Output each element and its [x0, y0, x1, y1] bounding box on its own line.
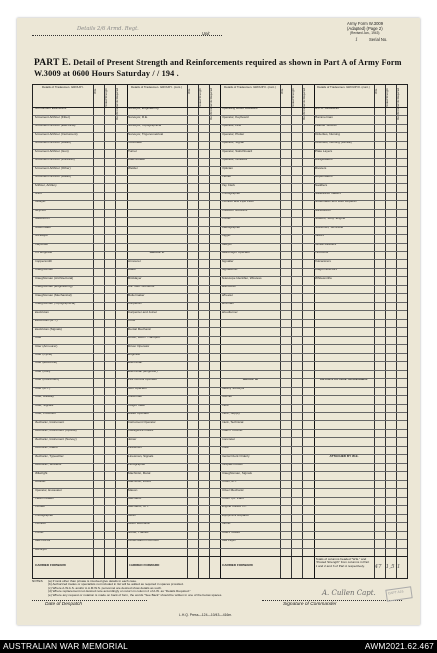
table-row-label: Butcher [221, 395, 233, 399]
table-row-label: Linesman [128, 446, 142, 450]
table-row-label: Leather Stitcher [315, 124, 337, 128]
column-header-details: Details of Tradesmen. GROUP III. (cont.) [317, 85, 370, 89]
row-divider [33, 192, 407, 193]
row-divider [33, 200, 407, 201]
table-row-label: Clerk, Supply [221, 412, 240, 416]
archive-id: AWM2021.62.467 [364, 641, 434, 651]
table-row-label: Operator, Keyboard [221, 115, 249, 119]
row-divider [33, 454, 407, 455]
table-row-label: GROUP III. [242, 378, 259, 382]
column-divider [302, 85, 303, 578]
table-row-label: Fitter [34, 336, 42, 340]
table-row-label: Mechanic, Instrument (Optical) [34, 429, 77, 433]
table-row-label: Armament Artificer (Electrical) [34, 124, 76, 128]
table-row-label: Draughtsman (Engineering) [34, 285, 73, 289]
table-row-label: Rigger [221, 234, 231, 238]
table-row-label: Ropemakers [315, 175, 333, 179]
column-header-details: Details of Tradesmen. GROUP I. [42, 85, 84, 89]
table-row-label: Plumber [34, 522, 47, 526]
table-row-label: Driver Mechanic [221, 488, 244, 492]
column-header-posted: Posted Strength [384, 88, 389, 109]
table-row-label: Welder [128, 166, 138, 170]
table-row-label: Artificer, Artillery [34, 183, 57, 187]
row-divider [33, 387, 407, 388]
table-row-label: Draughtsman (Architectural) [34, 276, 74, 280]
handwritten-total-reinf: 1 [396, 564, 401, 570]
table-row-label: Fitter, Precision [34, 412, 56, 416]
table-row-label: Electrician (Engineer) [128, 369, 158, 373]
row-divider [33, 124, 407, 125]
table-row-label: Intelligence Duties [128, 429, 154, 433]
table-row-label: Clerk [221, 403, 229, 407]
table-row-label: Driver, M.T. [221, 480, 238, 484]
form-number: Army Form W.3009 [347, 21, 384, 26]
table-row-label: Artist [34, 192, 42, 196]
table-row-label: Armament Artificer (Other) [34, 166, 71, 170]
commander-signature: A. Cullen Capt. [322, 589, 376, 597]
row-divider [33, 251, 407, 252]
row-divider [33, 141, 407, 142]
form-adapted: (Adapted) (Page 2) [347, 26, 383, 31]
table-row-label: Woodturner [221, 310, 238, 314]
column-divider [291, 85, 292, 578]
table-row-label: Dental Clerk Orderly [221, 454, 250, 458]
row-divider [33, 107, 407, 108]
row-divider [33, 234, 407, 235]
table-row-label: Despatch Rider [221, 463, 243, 467]
row-divider [33, 463, 407, 464]
table-row-label: Fitters' Mates [221, 530, 240, 534]
row-divider [33, 276, 407, 277]
row-divider [33, 132, 407, 133]
row-divider [33, 310, 407, 311]
table-row-label: Armament Artificer (Wireless) [34, 158, 75, 162]
table-row-label: Equipment Repairer [221, 513, 250, 517]
date-of-despatch-line [32, 600, 147, 601]
table-row-label: Coppersmith [34, 259, 53, 263]
table-row-label: Operator, Line [221, 124, 242, 128]
table-row-label: Assayer [34, 200, 46, 204]
row-divider [33, 404, 407, 405]
column-header-reinf: Reinforcements Required [115, 88, 120, 120]
column-header-we: W.E. [186, 88, 191, 94]
table-row-label: Operator, Plotter [221, 132, 245, 136]
notes-lines [48, 580, 222, 597]
table-row-label: ATTACHED BY W.E. [329, 454, 359, 458]
table-row-label: Toolmaker [128, 141, 143, 145]
table-row-label: Gas Layer [221, 539, 236, 543]
table-row-label: Dental Mechanic [128, 327, 152, 331]
table-row-label: Surveyor, Engineering [128, 107, 159, 111]
table-row-label: Signaller [221, 259, 234, 263]
table-row-label: Fitter (Gun) [34, 369, 51, 373]
table-row-label: Textile Refitters [315, 242, 337, 246]
note-line: (e) Where any request or notation is made on back of form, the words "See Back" should be written in one of the below spaces. [48, 592, 223, 597]
column-header-reinf: Reinforcements Required [395, 88, 400, 120]
table-row-label: Saddlers [315, 183, 328, 187]
table-row-label: Storeman, Technical [315, 225, 343, 229]
row-divider [33, 183, 407, 184]
table-row-label: Armourer [128, 259, 141, 263]
table-row-label: Wall Borer [221, 285, 236, 289]
table-row-label: Armament Artificer (Fitter) [34, 115, 70, 119]
row-divider [33, 327, 407, 328]
table-row-label: Bicyclist [34, 208, 46, 212]
row-divider [33, 158, 407, 159]
table-row-label: Fitter (M.T.) [34, 386, 51, 390]
table-row-label: Electrician [34, 310, 49, 314]
table-row-label: Clk. Gen. Accounts [128, 285, 155, 289]
table-row-label: Wireman [221, 302, 234, 306]
table-row-label: DETAILS OF NON-TRADESMEN. [320, 378, 368, 382]
table-row-label: Boilermaker [128, 293, 145, 297]
table-row-label: Ammunition Examiners [34, 107, 67, 111]
table-row-label: Orderlies, Nursing (Dental) [315, 141, 352, 145]
table-row-label: Surveyor, Topographical [128, 124, 162, 128]
column-divider [280, 85, 281, 578]
row-divider [33, 226, 407, 227]
note-line: (a) If rank other than private is involved give details in each case. [48, 579, 137, 583]
table-row-label: Cook [128, 319, 136, 323]
carried-forward-label: CARRIED FORWARD [222, 564, 253, 567]
row-divider [33, 429, 407, 430]
table-row-label: Operator, Wireless [221, 158, 248, 162]
table-row-label: Whitesmiths [315, 276, 332, 280]
table-row-label: Draughtsman (Mechanical) [34, 293, 72, 297]
row-divider [33, 505, 407, 506]
table-row-label: Blacksmith [34, 217, 50, 221]
table-row-label: Gun Operator [128, 386, 147, 390]
table-row-label: Driver, Mech. Transport [128, 336, 161, 340]
table-row-label: Moulder [34, 480, 46, 484]
unit-label: Unit [202, 31, 210, 36]
table-row-label: Bricklayer [128, 276, 142, 280]
row-divider [33, 336, 407, 337]
row-divider [33, 344, 407, 345]
table-row-label: Mechanic, Typewriter [34, 454, 64, 458]
handwritten-total-posted: 1,5 [385, 564, 395, 570]
handwritten-unit-note: Details 2/6 Armd. Regt. [77, 26, 139, 32]
row-divider [33, 522, 407, 523]
row-divider [33, 395, 407, 396]
table-row-label: Photographer [34, 513, 54, 517]
note-line: (c) Where A.W.A.S. and/or A.A.M.W.S. personnel are desired show details as such. [48, 585, 162, 590]
column-divider [115, 85, 116, 578]
table-row-label: Armament Artificer (Instrument) [34, 132, 78, 136]
row-divider [33, 268, 407, 269]
table-row-label: Bricklayer [34, 234, 49, 238]
title-date-blank: / / 194 . [152, 68, 179, 78]
table-row-label: Radio Operator [128, 412, 150, 416]
row-divider [33, 531, 407, 532]
serial-label: Serial No. [369, 37, 388, 42]
table-row-label: Pattern Maker [34, 496, 54, 500]
table-row-label: Pioneer [34, 505, 46, 509]
table-row-label: Height Taker [128, 403, 146, 407]
table-row-label: Mason [128, 488, 138, 492]
date-of-despatch-label: Date of Despatch [45, 602, 83, 607]
table-row-label: Surveyor [34, 547, 47, 551]
table-row-label: Draughtsman, Signals [221, 471, 252, 475]
column-header-reinf: Reinforcements Required [302, 88, 307, 120]
row-divider [33, 539, 407, 540]
table-row-label: Operator, Signal [221, 141, 244, 145]
form-title [34, 58, 406, 79]
stamp: CAPT A16 [385, 586, 412, 602]
table-row-label: Battery Surveyor [221, 386, 245, 390]
table-row-label: Telescope Identifier, Wireless [221, 276, 262, 280]
table-row-label: Plate Layers [315, 149, 333, 153]
row-divider [33, 319, 407, 320]
table-row-label: Shoemaker and Boot Repairer [315, 200, 357, 204]
table-row-label: Concreter [221, 437, 236, 441]
row-divider [33, 480, 407, 481]
signature-of-commander-label: Signature of Commander [283, 602, 337, 607]
row-divider [33, 353, 407, 354]
table-row-label: G.P.O. Assistants [315, 107, 339, 111]
row-divider [33, 548, 407, 549]
table-row-label: Printer [221, 217, 231, 221]
table-row-label: Machinist, Wood [128, 480, 151, 484]
table-row-label: Surveyor, R.E. [128, 115, 148, 119]
table-row-label: Tinsmiths [315, 251, 329, 255]
table-row-label: Electrician [128, 361, 143, 365]
table-row-label: Tailors [315, 234, 324, 238]
row-divider [33, 471, 407, 472]
row-divider [33, 514, 407, 515]
column-divider [93, 85, 94, 578]
notes-label: NOTES [32, 579, 43, 583]
column-divider [374, 85, 375, 578]
table-row-label: Stevedores [315, 208, 331, 212]
table-row-label: Radiographer [221, 225, 241, 229]
column-header-posted: Posted Strength [291, 88, 296, 109]
table-row-label: Photographer [221, 192, 241, 196]
row-divider [33, 285, 407, 286]
column-header-we: W.E. [93, 88, 97, 94]
row-divider [33, 488, 407, 489]
table-row-label: Fitter (Instrument) [34, 378, 60, 382]
table-row-label: Hammerman [315, 115, 333, 119]
table-row-label: Printer [34, 530, 44, 534]
print-line: L.H.Q. Press—124—10/43—416m. [179, 613, 233, 617]
table-row-label: Clerk, Technical [221, 420, 244, 424]
form-revised: (Revised Jan., 1943) [350, 31, 380, 35]
table-row-label: Carpenter [34, 242, 49, 246]
column-divider [396, 85, 397, 578]
table-row-label: Armament Artificer (Gun) [34, 149, 69, 153]
table-row-label: Fitter, Signals [34, 403, 54, 407]
table-row-label: Signalwriter [221, 268, 238, 272]
column-header-posted: Posted Strength [197, 88, 202, 109]
commander-signature-line [262, 600, 402, 601]
row-divider [33, 115, 407, 116]
column-header-details: Details of Tradesmen. GROUP II. (cont.) [224, 85, 276, 89]
table-row-label: Electrician (Signals) [34, 327, 62, 331]
table-row-label: Searchlight Operator [221, 251, 251, 255]
row-divider [33, 302, 407, 303]
form-page [17, 18, 420, 625]
table-row-label: Watchmaker [128, 158, 146, 162]
table-row-label: Mechanic, Wireless [34, 463, 62, 467]
table-row-label: Baker [128, 268, 137, 272]
unit-line [32, 35, 222, 36]
serial-value: 1 [355, 37, 359, 43]
carried-forward-label: CARRIED FORWARD [35, 564, 66, 567]
table-row-label: Miner [128, 513, 136, 517]
table-row-label: Sawyer [221, 242, 232, 246]
carried-forward-label: CARRIED FORWARD [128, 564, 160, 567]
table-row-label: Driver Tpt. Plant [221, 496, 244, 500]
table-row-label: Fitter (Electrical) [34, 361, 58, 365]
table-row-label: Armament Artificer (Radio) [34, 175, 71, 179]
title-part: PART E. [34, 58, 71, 68]
table-row-label: Saddletree makers [315, 192, 341, 196]
strength-table [32, 84, 408, 579]
column-header-we: W.E. [373, 88, 378, 94]
column-header-details: Details of Tradesmen. GROUP I. (cont.) [131, 85, 182, 89]
row-divider [33, 259, 407, 260]
row-divider [33, 412, 407, 413]
archive-name: AUSTRALIAN WAR MEMORIAL [3, 641, 129, 651]
table-row-label: Farrier [221, 522, 231, 526]
row-divider [33, 420, 407, 421]
table-row-label: Predictor Numbers [221, 208, 248, 212]
table-row-label: Operating Room Assistant [221, 107, 258, 111]
table-row-label: Engine Hands I.C. [221, 505, 247, 509]
row-divider [33, 166, 407, 167]
table-row-label: Lithographer [128, 463, 146, 467]
row-divider [33, 370, 407, 371]
table-row-label: Fitter (Armourer) [34, 344, 58, 348]
title-text: Detail of Present Strength and Reinforcements required as shown in Part A of Army Form W.3009 at 0600 Hours Saturday [34, 58, 402, 78]
table-row-label: Wagon Erectors [315, 268, 338, 272]
table-row-label: Orderlies, Nursing [315, 132, 340, 136]
table-row-label: Saw Doctor [34, 539, 51, 543]
row-divider [33, 497, 407, 498]
column-divider [104, 85, 105, 578]
table-row-label: Optician [221, 166, 233, 170]
row-divider [33, 217, 407, 218]
row-divider [33, 361, 407, 362]
table-row-label: Operator, Switchboard [221, 149, 253, 153]
table-row-label: Mechanic, Instrument [34, 420, 65, 424]
table-row-label: Operator, Excavator [34, 488, 63, 492]
table-row-label: Stokers, Stoly. Engine [315, 217, 346, 221]
table-row-label: Fire Control Operator [128, 378, 158, 382]
table-row-label: Linesman, Signals [128, 454, 154, 458]
column-header-posted: Posted Strength [104, 88, 109, 109]
table-row-label: Draughtsman [34, 268, 54, 272]
table-row-label: Hatchman [128, 395, 143, 399]
table-row-label: Motor Mechanic [128, 522, 151, 526]
table-row-label: Riveters [315, 166, 327, 170]
table-row-label: GROUP II. [149, 251, 165, 255]
table-row-label: Rangetakers [315, 158, 333, 162]
table-row-label: Armament Artificer (Radio) [34, 141, 71, 145]
table-row-label: Wheeler [221, 293, 234, 297]
table-row-label: Nurse, Trained [128, 530, 149, 534]
table-row-label: Driver Operator [128, 344, 150, 348]
table-row-label: Painter [221, 175, 232, 179]
table-row-label: Draughtsman (Topographical) [34, 302, 76, 306]
table-row-label: Vulcanizers [315, 259, 331, 263]
column-divider [209, 85, 210, 578]
table-row-label: Mechanic [128, 496, 142, 500]
table-row-label: Fitter (Cycle) [34, 352, 53, 356]
table-row-label: Mechanic, M.T. [128, 505, 149, 509]
table-row-label: Plumber and Pipe Fitter [221, 200, 254, 204]
table-row-label: Instrument Operator [128, 420, 156, 424]
table-row-label: Millwright [34, 471, 48, 475]
column-divider [187, 85, 188, 578]
row-divider [33, 446, 407, 447]
table-row-label: Cook [221, 446, 229, 450]
row-divider [33, 293, 407, 294]
table-row-label: Carpenter [128, 302, 142, 306]
column-divider [385, 85, 386, 578]
table-row-label: Pay Clerk [221, 183, 235, 187]
row-divider [33, 556, 407, 557]
column-header-reinf: Reinforcements Required [208, 88, 213, 120]
archive-footer-bar [0, 640, 437, 653]
table-row-label: Machinist, Metal [128, 471, 151, 475]
row-divider [33, 209, 407, 210]
table-row-label: Fitter, Railway [34, 395, 54, 399]
table-row-label: Boilermaker [34, 225, 52, 229]
table-row-label: Mechanic, Radio [34, 446, 58, 450]
column-header-we: W.E. [280, 88, 284, 94]
carried-forward-label: Totals of columns headed "W.E." and "Posted Strength" from columns in Part 1 and 2 and 3 of Part A respectively. [315, 558, 370, 568]
row-divider [33, 149, 407, 150]
handwritten-total-we: 47 [374, 564, 382, 570]
note-line: (d) Where replacement not desired note accordingly on return in column 2 of A.W. as "Details Required." [48, 589, 191, 594]
row-divider [33, 378, 407, 379]
note-line: (b) Authorized trades or specialists not included in list will be added as required in spaces provided. [48, 582, 184, 587]
table-row-label: Ch. Engineer [34, 251, 53, 255]
table-row-label: Turner [128, 149, 137, 153]
row-divider [33, 175, 407, 176]
table-row-label: Joiner [128, 437, 137, 441]
table-row-label: Engineer [128, 352, 141, 356]
column-divider [198, 85, 199, 578]
table-row-label: Observation Post Asst. [128, 539, 160, 543]
table-row-label: Mechanic, Instrument (Survey) [34, 437, 77, 441]
table-row-label: Surveyor, Trigonometrical [128, 132, 164, 136]
table-row-label: Carpenter and Joiner [128, 310, 158, 314]
table-row-label: Coach Trimmer [221, 429, 243, 433]
table-row-label: Electrician (M.T.) [34, 319, 58, 323]
row-divider [33, 243, 407, 244]
row-divider [33, 437, 407, 438]
